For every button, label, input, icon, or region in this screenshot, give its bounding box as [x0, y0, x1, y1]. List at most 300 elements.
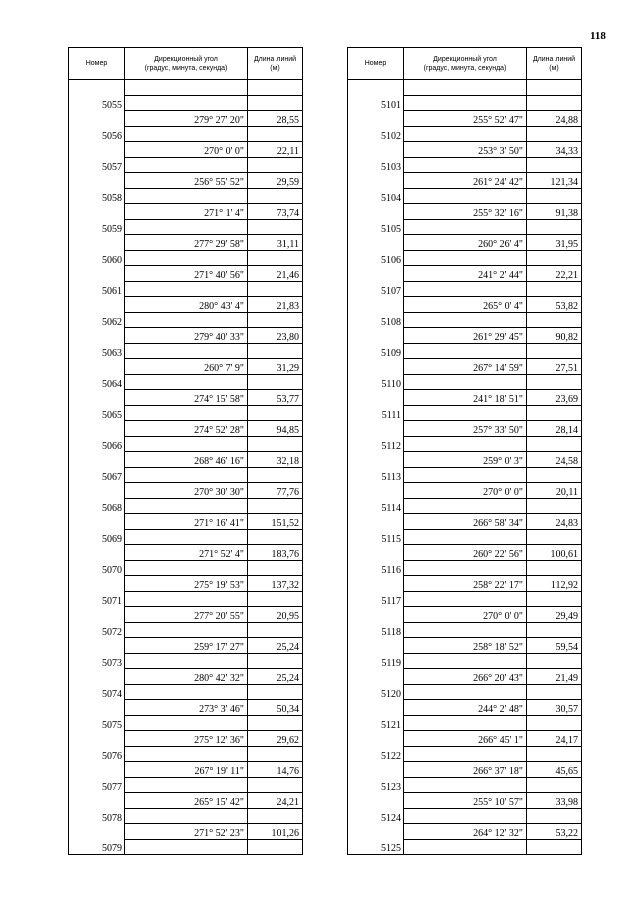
point-number-cell-empty — [348, 576, 404, 592]
line-length: 34,33 — [527, 142, 582, 158]
length-cell-empty — [527, 839, 582, 855]
point-number-cell-empty — [348, 421, 404, 437]
point-row — [348, 498, 582, 514]
point-number-cell-empty — [348, 328, 404, 344]
angle-cell-empty — [125, 188, 248, 204]
point-number-cell-empty — [348, 266, 404, 282]
directional-angle: 257° 33' 50" — [404, 421, 527, 437]
point-number-cell-empty — [69, 731, 125, 747]
length-cell-empty — [527, 157, 582, 173]
header-length-line1: Длина линий — [532, 55, 576, 63]
directional-angle: 271° 52' 23" — [125, 824, 248, 840]
point-number-cell-empty — [348, 297, 404, 313]
point-number: 5104 — [348, 188, 404, 204]
directional-angle: 259° 0' 3" — [404, 452, 527, 468]
point-number-cell-empty — [69, 483, 125, 499]
line-length: 24,88 — [527, 111, 582, 127]
point-row — [348, 374, 582, 390]
segment-row — [69, 204, 303, 220]
point-row — [69, 188, 303, 204]
point-number: 5102 — [348, 126, 404, 142]
line-length: 31,29 — [248, 359, 303, 375]
header-length-line2: (м) — [549, 64, 559, 72]
length-cell-empty — [527, 343, 582, 359]
directional-angle: 267° 19' 11" — [125, 762, 248, 778]
point-row — [69, 715, 303, 731]
point-number: 5068 — [69, 498, 125, 514]
point-number: 5079 — [69, 839, 125, 855]
length-cell-empty — [248, 343, 303, 359]
directional-angle: 271° 52' 4" — [125, 545, 248, 561]
segment-row — [348, 669, 582, 685]
line-length: 21,49 — [527, 669, 582, 685]
length-cell-empty — [527, 95, 582, 111]
segment-row — [348, 142, 582, 158]
line-length: 53,22 — [527, 824, 582, 840]
point-number-cell-empty — [69, 793, 125, 809]
length-cell-empty — [527, 219, 582, 235]
point-row — [348, 560, 582, 576]
angle-cell-empty — [404, 281, 527, 297]
segment-row — [69, 607, 303, 623]
point-row — [69, 746, 303, 762]
point-number-cell-empty — [348, 638, 404, 654]
point-row — [69, 467, 303, 483]
line-length: 183,76 — [248, 545, 303, 561]
point-row — [69, 591, 303, 607]
directional-angle: 241° 18' 51" — [404, 390, 527, 406]
length-cell-empty — [248, 281, 303, 297]
directional-angle: 258° 22' 17" — [404, 576, 527, 592]
point-number: 5103 — [348, 157, 404, 173]
segment-row — [69, 824, 303, 840]
angle-cell-empty — [404, 405, 527, 421]
point-number: 5118 — [348, 622, 404, 638]
angle-cell-empty — [404, 95, 527, 111]
point-number-cell-empty — [69, 173, 125, 189]
length-cell-empty — [248, 95, 303, 111]
point-number-cell-empty — [348, 545, 404, 561]
segment-row — [348, 545, 582, 561]
line-length: 24,83 — [527, 514, 582, 530]
length-cell-empty — [527, 808, 582, 824]
point-number: 5114 — [348, 498, 404, 514]
header-number — [69, 48, 125, 80]
point-number-cell-empty — [348, 235, 404, 251]
angle-cell-empty — [125, 436, 248, 452]
segment-row — [348, 576, 582, 592]
point-number-cell-empty — [69, 700, 125, 716]
angle-cell-empty — [125, 529, 248, 545]
line-length: 23,69 — [527, 390, 582, 406]
length-cell-empty — [527, 622, 582, 638]
line-length: 33,98 — [527, 793, 582, 809]
directional-angle: 260° 26' 4" — [404, 235, 527, 251]
length-cell-empty — [248, 219, 303, 235]
length-cell-empty — [248, 250, 303, 266]
line-length: 137,32 — [248, 576, 303, 592]
angle-cell-empty — [125, 653, 248, 669]
point-row — [69, 436, 303, 452]
point-number: 5069 — [69, 529, 125, 545]
directional-angle: 273° 3' 46" — [125, 700, 248, 716]
point-number: 5117 — [348, 591, 404, 607]
point-row — [348, 157, 582, 173]
header-number — [348, 48, 404, 80]
directional-angle: 277° 20' 55" — [125, 607, 248, 623]
line-length: 45,65 — [527, 762, 582, 778]
point-row — [69, 498, 303, 514]
point-number: 5110 — [348, 374, 404, 390]
directional-angle: 279° 40' 33" — [125, 328, 248, 344]
line-length: 21,46 — [248, 266, 303, 282]
line-length: 24,17 — [527, 731, 582, 747]
directional-angle: 255° 32' 16" — [404, 204, 527, 220]
segment-row — [69, 762, 303, 778]
length-cell-empty — [527, 715, 582, 731]
angle-cell-empty — [125, 250, 248, 266]
directional-angle: 267° 14' 59" — [404, 359, 527, 375]
segment-row — [69, 359, 303, 375]
length-cell-empty — [248, 622, 303, 638]
segment-row — [348, 638, 582, 654]
header-angle-line1: Дирекционный угол — [154, 55, 218, 63]
line-length: 29,59 — [248, 173, 303, 189]
line-length: 121,34 — [527, 173, 582, 189]
point-number-cell-empty — [69, 607, 125, 623]
angle-cell-empty — [125, 591, 248, 607]
line-length: 25,24 — [248, 638, 303, 654]
segment-row — [69, 576, 303, 592]
point-number-cell-empty — [348, 483, 404, 499]
directional-angle: 266° 37' 18" — [404, 762, 527, 778]
spacer-row — [69, 80, 303, 96]
point-number-cell-empty — [69, 514, 125, 530]
point-row — [348, 126, 582, 142]
directional-angle: 255° 52' 47" — [404, 111, 527, 127]
point-number: 5077 — [69, 777, 125, 793]
line-length: 90,82 — [527, 328, 582, 344]
length-cell-empty — [248, 374, 303, 390]
angle-cell-empty — [404, 777, 527, 793]
length-cell-empty — [248, 436, 303, 452]
directional-angle: 274° 15' 58" — [125, 390, 248, 406]
segment-row — [69, 669, 303, 685]
point-row — [348, 839, 582, 855]
line-length: 91,38 — [527, 204, 582, 220]
point-number-cell-empty — [348, 700, 404, 716]
angle-cell-empty — [404, 653, 527, 669]
point-number: 5113 — [348, 467, 404, 483]
point-row — [348, 95, 582, 111]
line-length: 20,95 — [248, 607, 303, 623]
point-number: 5060 — [69, 250, 125, 266]
angle-cell-empty — [404, 622, 527, 638]
angle-cell-empty — [404, 529, 527, 545]
angle-cell-empty — [125, 126, 248, 142]
length-cell-empty — [248, 653, 303, 669]
segment-row — [348, 173, 582, 189]
length-cell-empty — [248, 777, 303, 793]
point-number: 5078 — [69, 808, 125, 824]
segment-row — [348, 793, 582, 809]
directional-angle: 271° 16' 41" — [125, 514, 248, 530]
point-number: 5073 — [69, 653, 125, 669]
point-number: 5121 — [348, 715, 404, 731]
length-cell — [248, 80, 303, 96]
point-row — [69, 126, 303, 142]
directional-angle: 265° 15' 42" — [125, 793, 248, 809]
length-cell-empty — [248, 312, 303, 328]
segment-row — [69, 421, 303, 437]
angle-cell-empty — [404, 157, 527, 173]
line-length: 101,26 — [248, 824, 303, 840]
length-cell-empty — [527, 281, 582, 297]
angle-cell-empty — [404, 839, 527, 855]
line-length: 112,92 — [527, 576, 582, 592]
angle-cell-empty — [125, 622, 248, 638]
angle-cell-empty — [404, 219, 527, 235]
angle-cell — [125, 80, 248, 96]
line-length: 53,77 — [248, 390, 303, 406]
length-cell-empty — [527, 250, 582, 266]
directional-angle: 270° 0' 0" — [404, 483, 527, 499]
point-number-cell-empty — [69, 390, 125, 406]
point-row — [348, 219, 582, 235]
line-length: 73,74 — [248, 204, 303, 220]
directional-angle: 279° 27' 20" — [125, 111, 248, 127]
directional-angle: 280° 42' 32" — [125, 669, 248, 685]
point-number: 5123 — [348, 777, 404, 793]
point-row — [69, 405, 303, 421]
directional-angle: 260° 7' 9" — [125, 359, 248, 375]
directional-angle: 264° 12' 32" — [404, 824, 527, 840]
point-number: 5059 — [69, 219, 125, 235]
point-row — [348, 312, 582, 328]
angle-cell-empty — [404, 498, 527, 514]
length-cell-empty — [527, 126, 582, 142]
header-angle-line2: (градус, минута, секунда) — [423, 64, 507, 72]
point-row — [348, 653, 582, 669]
directional-angle: 260° 22' 56" — [404, 545, 527, 561]
line-length: 14,76 — [248, 762, 303, 778]
segment-row — [348, 204, 582, 220]
length-cell-empty — [248, 498, 303, 514]
angle-cell-empty — [125, 684, 248, 700]
length-cell-empty — [527, 405, 582, 421]
angle-cell-empty — [125, 312, 248, 328]
point-row — [69, 808, 303, 824]
point-number: 5115 — [348, 529, 404, 545]
line-length: 24,21 — [248, 793, 303, 809]
length-cell-empty — [527, 777, 582, 793]
line-length: 24,58 — [527, 452, 582, 468]
segment-row — [69, 297, 303, 313]
point-row — [69, 219, 303, 235]
point-row — [348, 250, 582, 266]
point-number-cell-empty — [69, 638, 125, 654]
point-number-cell — [348, 80, 404, 96]
directional-angle: 253° 3' 50" — [404, 142, 527, 158]
segment-row — [69, 793, 303, 809]
spacer-row — [348, 80, 582, 96]
point-row — [348, 746, 582, 762]
point-number-cell-empty — [69, 204, 125, 220]
line-length: 23,80 — [248, 328, 303, 344]
segment-row — [69, 700, 303, 716]
angle-cell-empty — [125, 777, 248, 793]
point-row — [348, 777, 582, 793]
length-cell-empty — [527, 498, 582, 514]
point-number-cell-empty — [348, 142, 404, 158]
header-length-line1: Длина линий — [253, 55, 297, 63]
line-length: 28,55 — [248, 111, 303, 127]
directional-angle: 274° 52' 28" — [125, 421, 248, 437]
point-number-cell-empty — [348, 173, 404, 189]
line-length: 53,82 — [527, 297, 582, 313]
segment-row — [69, 731, 303, 747]
segment-row — [69, 390, 303, 406]
angle-cell-empty — [125, 95, 248, 111]
line-length: 29,62 — [248, 731, 303, 747]
directional-angle: 270° 0' 0" — [125, 142, 248, 158]
length-cell-empty — [248, 808, 303, 824]
line-length: 31,95 — [527, 235, 582, 251]
point-number-cell-empty — [69, 297, 125, 313]
directional-angle: 256° 55' 52" — [125, 173, 248, 189]
header-length — [248, 48, 303, 80]
length-cell-empty — [248, 560, 303, 576]
segment-row — [348, 421, 582, 437]
line-length: 22,11 — [248, 142, 303, 158]
angle-cell-empty — [125, 374, 248, 390]
length-cell-empty — [248, 715, 303, 731]
length-cell-empty — [248, 467, 303, 483]
point-number-cell-empty — [69, 328, 125, 344]
point-number-cell-empty — [348, 824, 404, 840]
segment-row — [348, 514, 582, 530]
segment-row — [348, 390, 582, 406]
line-length: 100,61 — [527, 545, 582, 561]
point-number-cell-empty — [348, 390, 404, 406]
angle-cell-empty — [125, 560, 248, 576]
point-number: 5124 — [348, 808, 404, 824]
directional-angle: 266° 58' 34" — [404, 514, 527, 530]
point-number: 5058 — [69, 188, 125, 204]
point-row — [348, 281, 582, 297]
length-cell-empty — [527, 560, 582, 576]
point-number: 5056 — [69, 126, 125, 142]
angle-cell-empty — [125, 405, 248, 421]
point-number-cell-empty — [69, 142, 125, 158]
page-number: 118 — [590, 30, 606, 42]
angle-cell-empty — [125, 157, 248, 173]
point-number: 5071 — [69, 591, 125, 607]
point-number: 5109 — [348, 343, 404, 359]
length-cell-empty — [527, 529, 582, 545]
point-number-cell-empty — [69, 669, 125, 685]
point-number-cell — [69, 80, 125, 96]
segment-row — [348, 483, 582, 499]
point-row — [69, 281, 303, 297]
point-number-cell-empty — [69, 824, 125, 840]
angle-cell-empty — [125, 281, 248, 297]
point-number: 5076 — [69, 746, 125, 762]
point-row — [348, 188, 582, 204]
segment-row — [348, 328, 582, 344]
line-length: 27,51 — [527, 359, 582, 375]
point-number: 5066 — [69, 436, 125, 452]
point-row — [69, 312, 303, 328]
point-row — [348, 405, 582, 421]
directional-angle: 266° 45' 1" — [404, 731, 527, 747]
point-number: 5105 — [348, 219, 404, 235]
directional-angle: 266° 20' 43" — [404, 669, 527, 685]
point-number: 5067 — [69, 467, 125, 483]
point-number-cell-empty — [69, 266, 125, 282]
point-number: 5119 — [348, 653, 404, 669]
point-number: 5062 — [69, 312, 125, 328]
point-row — [348, 591, 582, 607]
directional-angle: 271° 40' 56" — [125, 266, 248, 282]
point-row — [348, 808, 582, 824]
header-number-label: Номер — [364, 60, 387, 67]
point-number-cell-empty — [348, 204, 404, 220]
point-number: 5070 — [69, 560, 125, 576]
angle-cell-empty — [404, 684, 527, 700]
segment-row — [69, 111, 303, 127]
directional-angle: 268° 46' 16" — [125, 452, 248, 468]
angle-cell-empty — [404, 746, 527, 762]
angle-cell-empty — [125, 343, 248, 359]
point-number: 5125 — [348, 839, 404, 855]
point-number: 5065 — [69, 405, 125, 421]
angle-cell-empty — [125, 746, 248, 762]
length-cell — [527, 80, 582, 96]
line-length: 30,57 — [527, 700, 582, 716]
angle-cell-empty — [125, 839, 248, 855]
point-number-cell-empty — [69, 359, 125, 375]
point-number: 5074 — [69, 684, 125, 700]
point-row — [69, 157, 303, 173]
point-row — [69, 777, 303, 793]
point-row — [69, 95, 303, 111]
directional-angle: 241° 2' 44" — [404, 266, 527, 282]
point-row — [69, 653, 303, 669]
segment-row — [348, 266, 582, 282]
header-angle — [125, 48, 248, 80]
length-cell-empty — [527, 746, 582, 762]
length-cell-empty — [527, 467, 582, 483]
line-length: 22,21 — [527, 266, 582, 282]
point-row — [69, 560, 303, 576]
angle-cell-empty — [404, 374, 527, 390]
segment-row — [348, 824, 582, 840]
line-length: 59,54 — [527, 638, 582, 654]
length-cell-empty — [527, 188, 582, 204]
point-number-cell-empty — [348, 607, 404, 623]
segment-row — [69, 483, 303, 499]
angle-cell-empty — [125, 808, 248, 824]
segment-row — [348, 235, 582, 251]
header-angle-line2: (градус, минута, секунда) — [144, 64, 228, 72]
angle-cell-empty — [404, 436, 527, 452]
angle-cell-empty — [404, 467, 527, 483]
segment-row — [348, 297, 582, 313]
header-length-line2: (м) — [270, 64, 280, 72]
coordinates-table-right — [347, 47, 582, 855]
directional-angle: 271° 1' 4" — [125, 204, 248, 220]
